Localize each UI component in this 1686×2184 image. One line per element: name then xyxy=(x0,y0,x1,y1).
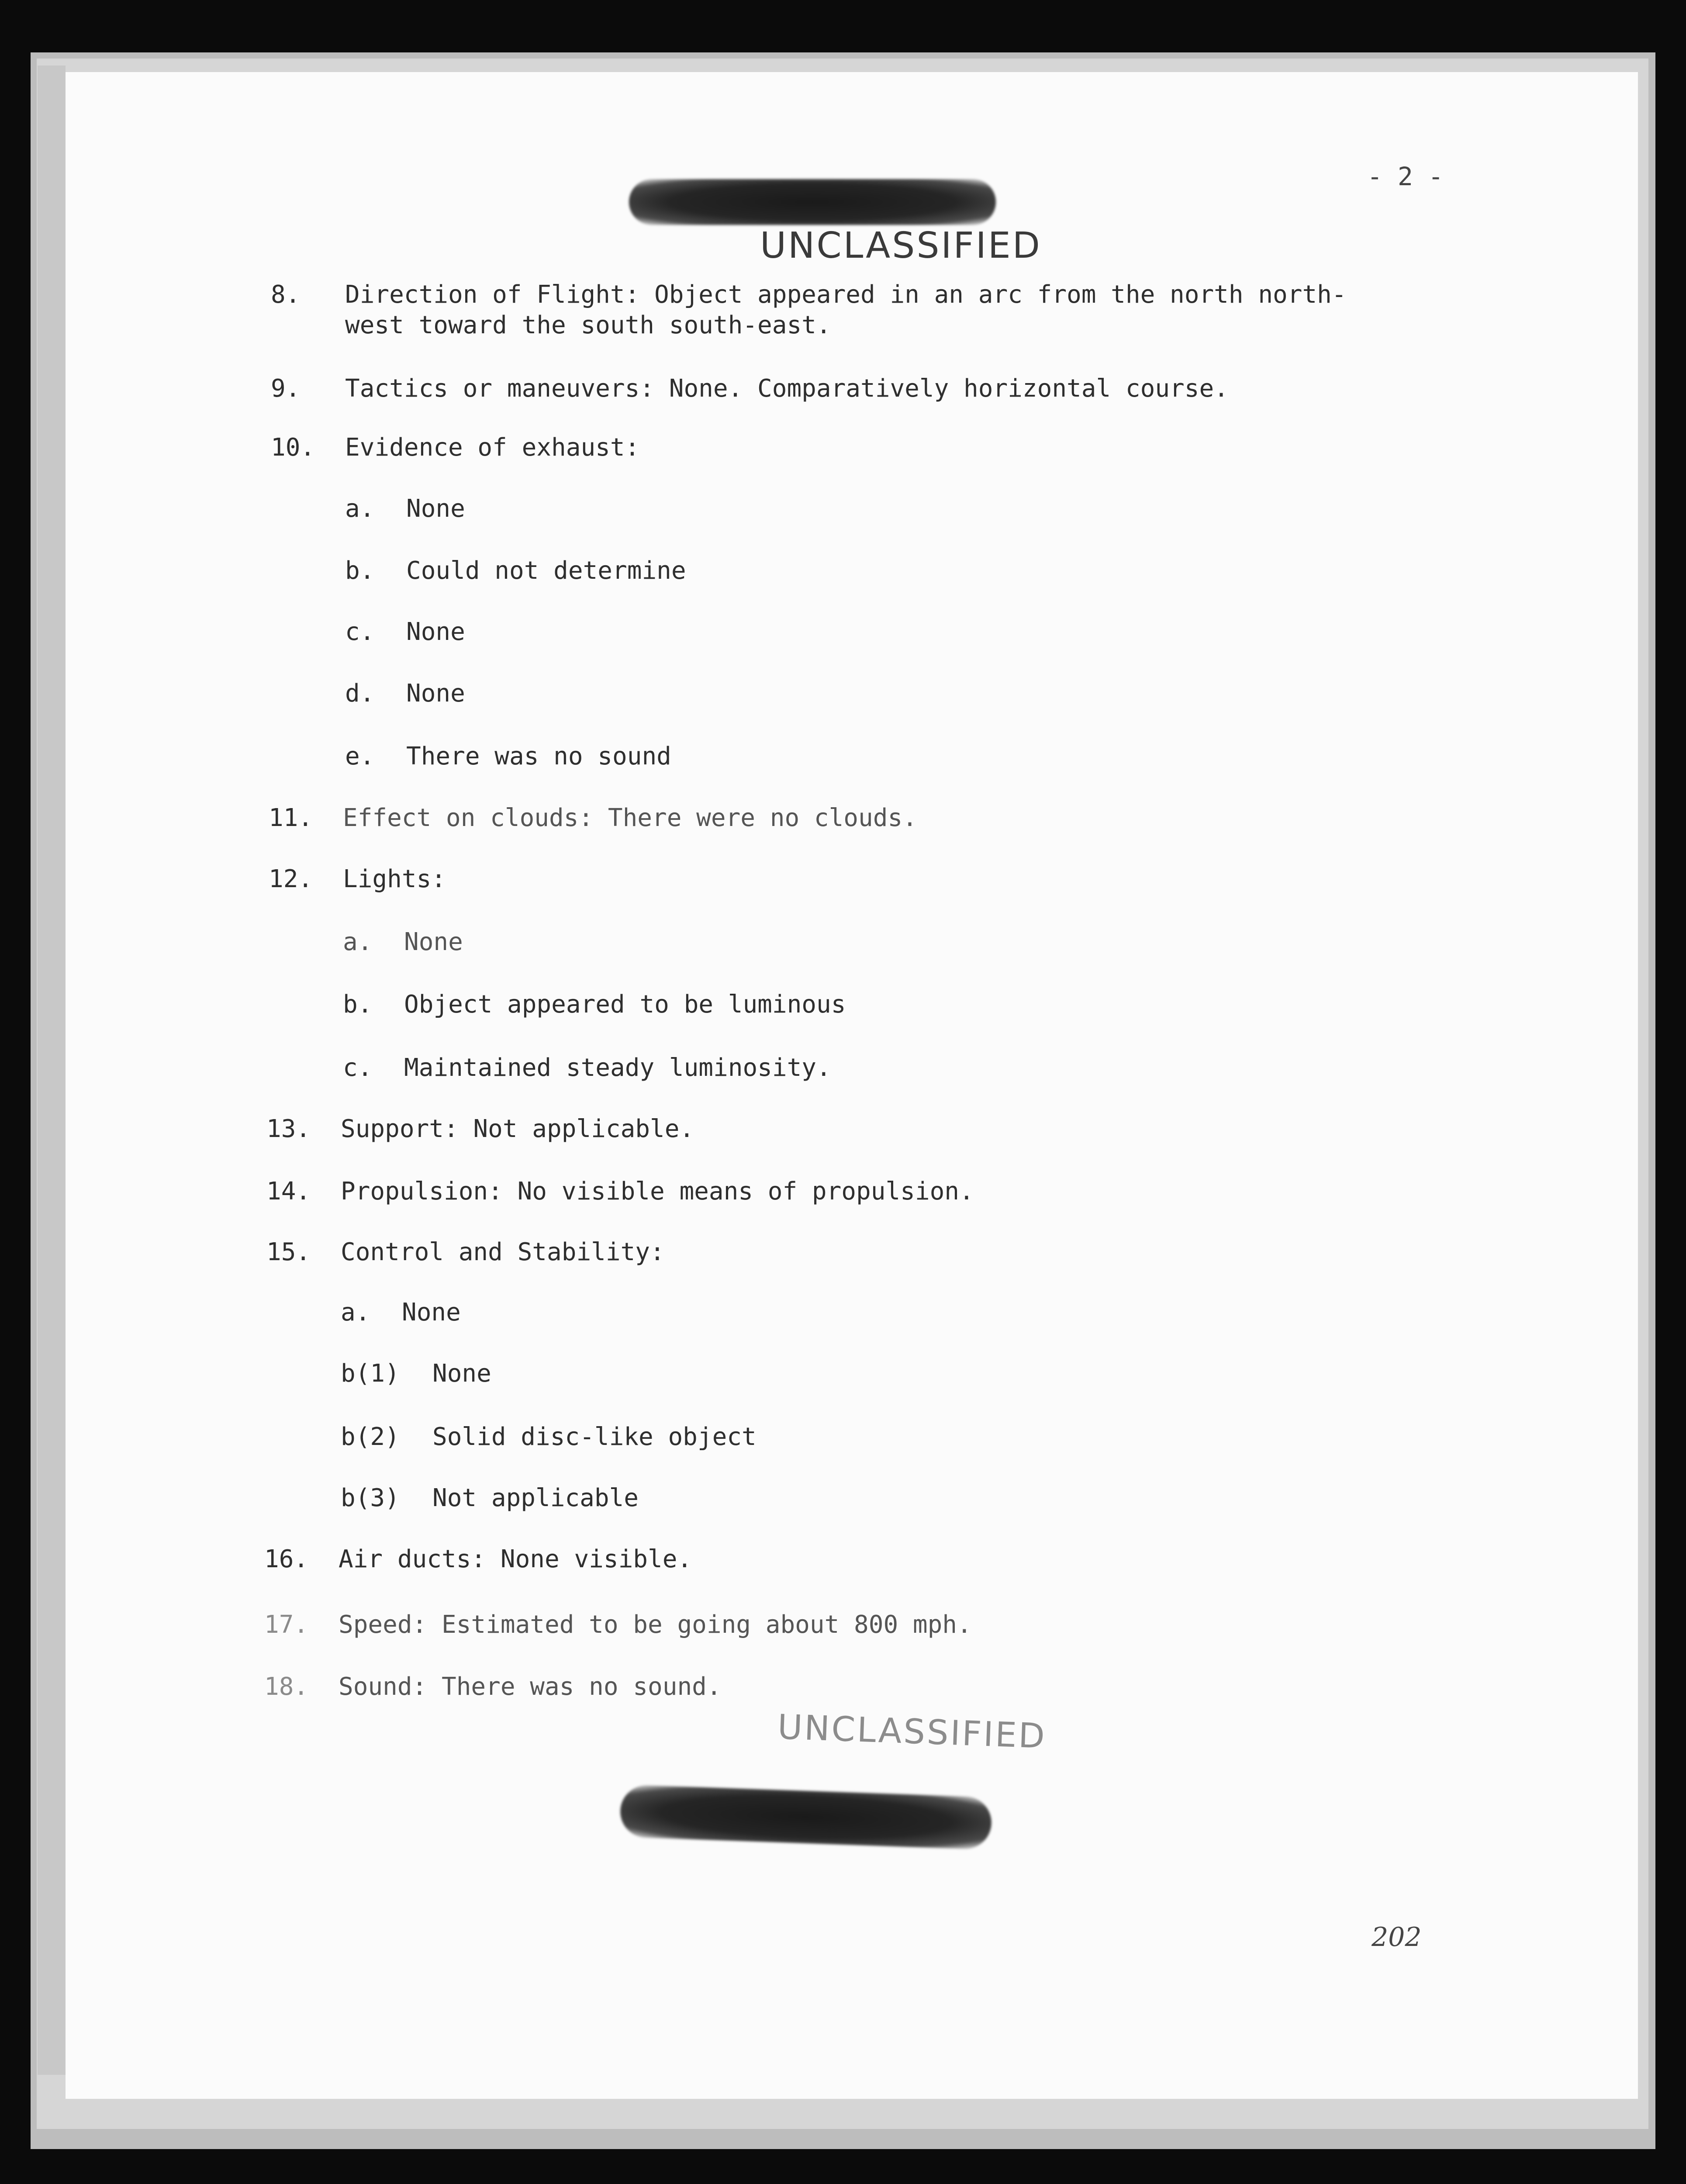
sub-label: e. xyxy=(345,742,375,771)
item-text: Speed: Estimated to be going about 800 mph. xyxy=(339,1610,972,1639)
page-number: - 2 - xyxy=(1367,162,1444,191)
handwritten-page-number: 202 xyxy=(1372,1922,1422,1952)
item-number: 14. xyxy=(266,1177,311,1206)
item-number: 9. xyxy=(271,374,301,403)
sub-text: Solid disc-like object xyxy=(432,1423,757,1451)
sub-text: None xyxy=(406,679,465,708)
sub-label: a. xyxy=(341,1298,370,1327)
sub-label: b(1) xyxy=(341,1359,400,1388)
classification-stamp-top: UNCLASSIFIED xyxy=(760,225,1042,266)
item-text: Support: Not applicable. xyxy=(341,1115,694,1143)
item-number: 18. xyxy=(264,1673,309,1701)
item-text: Effect on clouds: There were no clouds. xyxy=(343,804,917,832)
item-text: Evidence of exhaust: xyxy=(345,433,640,462)
sub-text: None xyxy=(432,1359,491,1388)
sub-label: b. xyxy=(343,990,373,1019)
sub-label: c. xyxy=(343,1054,373,1082)
sub-label: b(2) xyxy=(341,1423,400,1451)
item-text: Sound: There was no sound. xyxy=(339,1673,722,1701)
item-number: 11. xyxy=(269,804,313,832)
sub-text: There was no sound xyxy=(406,742,671,771)
item-text: Propulsion: No visible means of propulsion. xyxy=(341,1177,974,1206)
redaction-bar-top xyxy=(629,179,996,225)
sub-text: Object appeared to be luminous xyxy=(404,990,846,1019)
item-text: Air ducts: None visible. xyxy=(339,1545,692,1573)
sub-label: a. xyxy=(343,928,373,956)
sub-label: d. xyxy=(345,679,375,708)
sub-text: None xyxy=(404,928,463,956)
sub-label: a. xyxy=(345,494,375,523)
item-text: Control and Stability: xyxy=(341,1238,665,1266)
item-text: Tactics or maneuvers: None. Comparatively horizontal course. xyxy=(345,374,1229,403)
item-number: 10. xyxy=(271,433,315,462)
item-number: 15. xyxy=(266,1238,311,1266)
sub-label: b. xyxy=(345,556,375,585)
sub-text: None xyxy=(406,618,465,646)
item-number: 12. xyxy=(269,865,313,893)
item-number: 16. xyxy=(264,1545,309,1573)
sub-label: b(3) xyxy=(341,1484,400,1512)
sub-text: None xyxy=(402,1298,461,1327)
sub-label: c. xyxy=(345,618,375,646)
item-text: Direction of Flight: Object appeared in an arc from the north north- xyxy=(345,280,1347,309)
item-text: Lights: xyxy=(343,865,446,893)
classification-stamp-bottom: UNCLASSIFIED xyxy=(777,1707,1047,1756)
sub-text: Not applicable xyxy=(432,1484,639,1512)
left-edge-shadow xyxy=(38,66,66,2075)
sub-text: Could not determine xyxy=(406,556,686,585)
item-number: 13. xyxy=(266,1115,311,1143)
sub-text: None xyxy=(406,494,465,523)
sub-text: Maintained steady luminosity. xyxy=(404,1054,831,1082)
item-number: 17. xyxy=(264,1610,309,1639)
item-text-line-2: west toward the south south-east. xyxy=(345,311,831,339)
item-number: 8. xyxy=(271,280,301,309)
